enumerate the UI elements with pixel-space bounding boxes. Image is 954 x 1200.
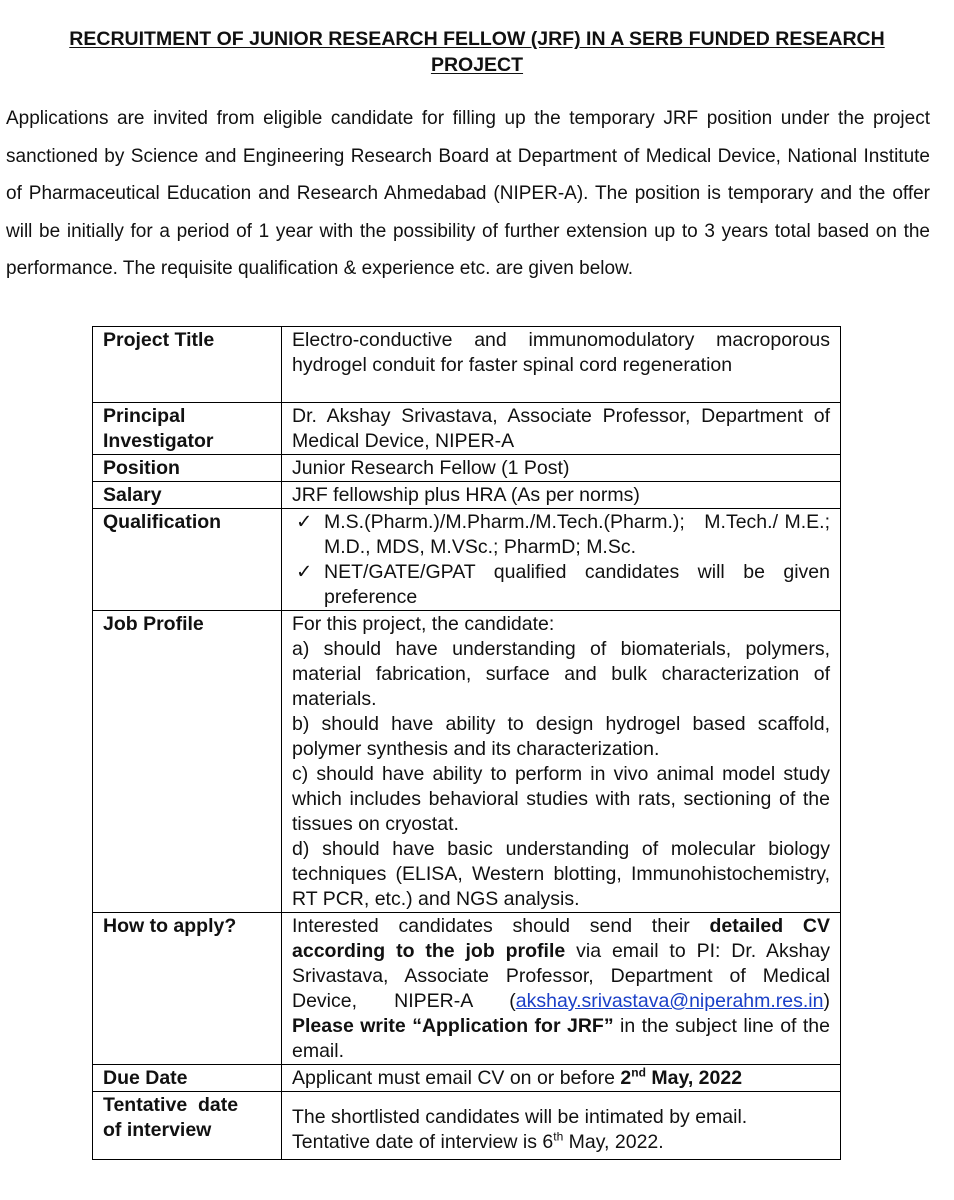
- row-principal-investigator: [93, 403, 841, 455]
- value-salary: JRF fellowship plus HRA (As per norms): [282, 482, 841, 509]
- apply-bold-cv: detailed CV according to the job profile: [292, 915, 830, 962]
- label-due-date: Due Date: [93, 1065, 282, 1092]
- details-table: [92, 326, 841, 1160]
- interview-rest: May, 2022.: [563, 1131, 664, 1153]
- title-line-2: PROJECT: [430, 54, 524, 76]
- row-position: [93, 455, 841, 482]
- label-position: Position: [93, 455, 282, 482]
- interview-suffix: th: [553, 1129, 564, 1144]
- label-how-to-apply: How to apply?: [93, 913, 282, 1065]
- row-qualification: [93, 509, 841, 611]
- row-interview-date: [93, 1092, 841, 1160]
- apply-bold-subject: Please write “Application for JRF”: [292, 1015, 614, 1037]
- interview-line-1: The shortlisted candidates will be intimated by email.: [292, 1106, 748, 1128]
- job-profile-intro: For this project, the candidate:: [292, 613, 555, 635]
- label-pi-line-1: Principal: [103, 405, 186, 427]
- label-pi-line-2: Investigator: [103, 430, 214, 452]
- due-date-bold: [620, 1067, 742, 1089]
- job-profile-item-a: a) should have understanding of biomaterials, polymers, material fabrication, surface and bulk characterization of materials.: [292, 638, 830, 710]
- value-job-profile: [282, 611, 841, 913]
- row-how-to-apply: [93, 913, 841, 1065]
- label-qualification: Qualification: [93, 509, 282, 611]
- value-position: Junior Research Fellow (1 Post): [282, 455, 841, 482]
- job-profile-item-d: d) should have basic understanding of molecular biology techniques (ELISA, Western blotting, Immunohistochemistry, RT PCR, etc.) and NGS analysis.: [292, 838, 830, 910]
- label-project-title: Project Title: [93, 327, 282, 403]
- document-title: [0, 26, 954, 78]
- due-date-suffix: nd: [631, 1065, 646, 1080]
- qualification-item: [292, 560, 830, 610]
- title-line-1: RECRUITMENT OF JUNIOR RESEARCH FELLOW (JRF) IN A SERB FUNDED RESEARCH: [69, 28, 885, 50]
- qualification-list: [292, 510, 836, 610]
- value-project-title: Electro-conductive and immunomodulatory macroporous hydrogel conduit for faster spinal cord regeneration: [282, 327, 841, 403]
- pi-email-link[interactable]: akshay.srivastava@niperahm.res.in: [515, 990, 824, 1012]
- value-due-date: [282, 1065, 841, 1092]
- interview-text: Tentative date of interview is 6: [292, 1131, 554, 1153]
- due-date-rest: May, 2022: [645, 1067, 743, 1089]
- apply-text-4: in the subject line of the email.: [292, 1015, 831, 1062]
- job-profile-item-c: c) should have ability to perform in vivo animal model study which includes behavioral studies with rats, sectioning of the tissues on cryostat.: [292, 763, 830, 835]
- row-due-date: [93, 1065, 841, 1092]
- label-principal-investigator: [93, 403, 282, 455]
- value-qualification: [282, 509, 841, 611]
- apply-text-3: ): [823, 990, 836, 1012]
- qualification-item: [292, 510, 836, 560]
- qualification-item-text: NET/GATE/GPAT qualified candidates will be given preference: [324, 561, 830, 608]
- label-job-profile: Job Profile: [93, 611, 282, 913]
- label-interview-line-2: of interview: [103, 1119, 212, 1141]
- checkmark-icon: ✓: [296, 511, 313, 533]
- value-principal-investigator: Dr. Akshay Srivastava, Associate Professor, Department of Medical Device, NIPER-A: [282, 403, 841, 455]
- interview-line-2: [292, 1130, 830, 1155]
- label-salary: Salary: [93, 482, 282, 509]
- intro-paragraph: Applications are invited from eligible candidate for filling up the temporary JRF position under the project sanctioned by Science and Engineering Research Board at Department of Medical Device, National Institute of Pharmaceutical Education and Research Ahmedabad (NIPER-A). The position is temporary and the offer will be initially for a period of 1 year with the possibility of further extension up to 3 years total based on the performance. The requisite qualification & experience etc. are given below.: [6, 108, 930, 279]
- value-interview-date: [282, 1092, 841, 1160]
- row-salary: [93, 482, 841, 509]
- label-interview-line-1: Tentative date: [103, 1094, 239, 1116]
- apply-text-1: Interested candidates should send their: [292, 915, 710, 937]
- apply-text-2: via email to PI: Dr. Akshay Srivastava, Associate Professor, Department of Medical Device, NIPER-A (: [292, 940, 830, 1012]
- job-profile-item-b: b) should have ability to design hydrogel based scaffold, polymer synthesis and its characterization.: [292, 713, 830, 760]
- qualification-item-text: M.S.(Pharm.)/M.Pharm./M.Tech.(Pharm.); M.Tech./ M.E.; M.D., MDS, M.VSc.; PharmD; M.Sc.: [324, 511, 836, 558]
- label-interview-date: [93, 1092, 282, 1160]
- due-date-day: 2: [620, 1067, 632, 1089]
- due-date-text: Applicant must email CV on or before: [292, 1067, 621, 1089]
- checkmark-icon: ✓: [296, 561, 313, 583]
- value-how-to-apply: [282, 913, 841, 1065]
- row-project-title: [93, 327, 841, 403]
- row-job-profile: [93, 611, 841, 913]
